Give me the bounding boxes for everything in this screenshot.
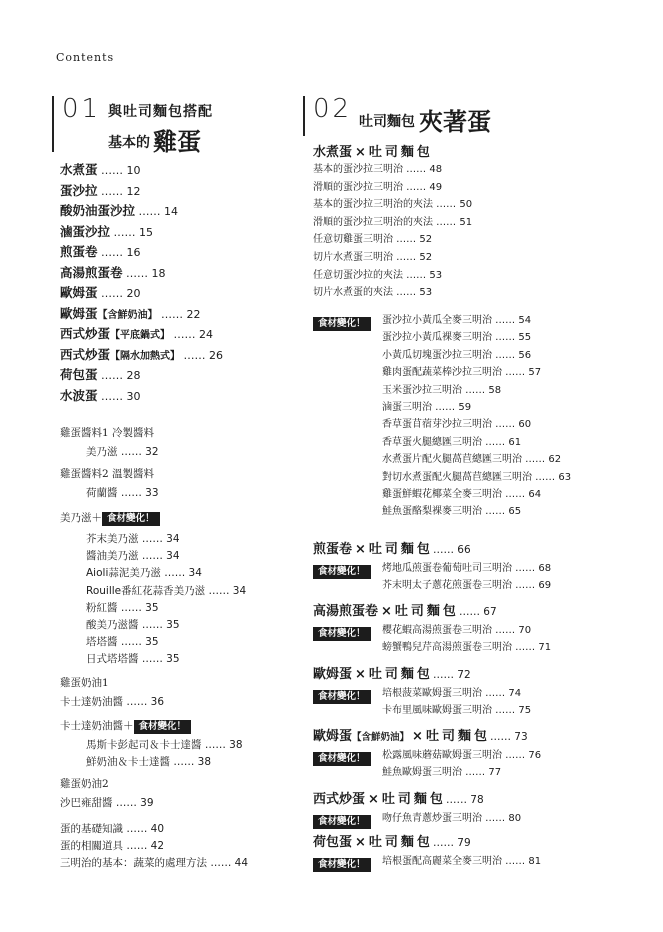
toc-entry[interactable]: 鮭魚蛋酪梨裸麥三明治 …… 65 bbox=[382, 506, 522, 518]
times-sign: × bbox=[355, 145, 366, 160]
toc-entry[interactable]: 對切水煮蛋配火腿萵苣總匯三明治 …… 63 bbox=[382, 471, 572, 483]
toc-entry[interactable]: 吻仔魚青蔥炒蛋三明治 …… 80 bbox=[382, 813, 522, 824]
toc-entry[interactable] bbox=[60, 365, 141, 383]
entry-label: 荷包蛋 bbox=[60, 367, 98, 382]
toc-entry[interactable]: 酸美乃滋醬 …… 35 bbox=[86, 619, 180, 631]
entry-dots: …… bbox=[126, 266, 149, 280]
toc-entry[interactable]: 基本的蛋沙拉三明治的夾法 …… 50 bbox=[313, 199, 473, 211]
entry-note: 【含鮮奶油】 bbox=[97, 309, 158, 321]
section-name: 荷包蛋 bbox=[313, 835, 353, 850]
section-page bbox=[433, 544, 471, 556]
section-head bbox=[313, 538, 471, 557]
section-name: 歐姆蛋 bbox=[313, 729, 353, 744]
section-bread: 吐司麵包 bbox=[425, 729, 490, 744]
toc-entry[interactable]: 雞肉蛋配蔬菜棒沙拉三明治 …… 57 bbox=[382, 367, 542, 379]
entry-label: 西式炒蛋 bbox=[60, 346, 111, 362]
toc-entry[interactable]: 櫻花蝦高湯煎蛋卷三明治 …… 70 bbox=[382, 625, 532, 636]
entry-dots: …… bbox=[101, 369, 124, 382]
entry-dots: …… bbox=[489, 731, 511, 743]
toc-entry[interactable]: 滷蛋三明治 …… 59 bbox=[382, 402, 472, 413]
section-page bbox=[433, 669, 471, 681]
entry-label: 水煮蛋 bbox=[60, 162, 98, 177]
toc-entry[interactable] bbox=[60, 263, 166, 281]
page-header: Contents bbox=[56, 51, 115, 64]
mayo-variation-head bbox=[60, 510, 160, 526]
toc-entry[interactable]: 荷蘭醬 …… 33 bbox=[86, 487, 159, 499]
section-bread: 吐司麵包 bbox=[368, 542, 433, 557]
toc-entry[interactable]: 任意切雞蛋三明治 …… 52 bbox=[313, 234, 433, 246]
toc-entry[interactable]: 沙巴雍甜醬 …… 39 bbox=[60, 797, 154, 809]
toc-entry[interactable]: 粉紅醬 …… 35 bbox=[86, 601, 159, 614]
entry-dots: …… bbox=[445, 794, 467, 806]
cream1-title: 雞蛋奶油1 bbox=[60, 677, 109, 689]
toc-entry[interactable]: 烤地瓜煎蛋卷葡萄吐司三明治 …… 68 bbox=[382, 563, 552, 574]
entry-dots: …… bbox=[458, 606, 480, 618]
toc-entry[interactable] bbox=[60, 324, 213, 342]
entry-dots: …… bbox=[432, 544, 454, 556]
variation-badge-box bbox=[313, 684, 371, 704]
entry-page-number: 26 bbox=[209, 348, 224, 362]
entry-label: 滷蛋沙拉 bbox=[60, 223, 111, 239]
variation-badge-box bbox=[313, 559, 371, 579]
toc-entry[interactable]: 培根菠菜歐姆蛋三明治 …… 74 bbox=[382, 688, 522, 699]
toc-entry[interactable]: 日式塔塔醬 …… 35 bbox=[86, 653, 180, 666]
chapter-divider-line bbox=[52, 96, 54, 152]
entry-page bbox=[123, 267, 166, 280]
entry-page bbox=[135, 205, 178, 218]
entry-page-number: 20 bbox=[126, 287, 141, 300]
section-page-number: 72 bbox=[457, 669, 471, 681]
variation-badge-box bbox=[313, 311, 371, 331]
entry-label: 高湯煎蛋卷 bbox=[60, 264, 123, 280]
toc-entry[interactable]: 卡布里風味歐姆蛋三明治 …… 75 bbox=[382, 705, 532, 716]
toc-entry[interactable] bbox=[60, 386, 141, 404]
entry-page-number: 10 bbox=[126, 164, 141, 177]
times-sign: × bbox=[381, 604, 392, 619]
variation-badge: 食材變化！ bbox=[313, 690, 371, 704]
entry-page-number: 18 bbox=[151, 266, 166, 280]
section-name: 水煮蛋 bbox=[313, 145, 353, 160]
toc-entry[interactable]: 三明治的基本：蔬菜的處理方法 …… 44 bbox=[60, 857, 249, 869]
toc-entry[interactable]: 水煮蛋片配火腿萵苣總匯三明治 …… 62 bbox=[382, 454, 562, 466]
toc-entry[interactable]: 蛋的相關道具 …… 42 bbox=[60, 840, 165, 852]
variation-badge: 食材變化！ bbox=[102, 512, 160, 526]
section-head bbox=[313, 663, 471, 682]
entry-dots: …… bbox=[173, 328, 196, 341]
entry-dots: …… bbox=[432, 837, 454, 849]
entry-dots: …… bbox=[101, 246, 124, 259]
chapter-title bbox=[359, 102, 491, 137]
toc-entry[interactable] bbox=[60, 345, 223, 363]
toc-entry[interactable]: 切片水煮蛋三明治 …… 52 bbox=[313, 252, 433, 263]
variation-badge: 食材變化！ bbox=[313, 565, 371, 579]
entry-label: 歐姆蛋 bbox=[60, 305, 98, 321]
section-bread: 吐司麵包 bbox=[368, 835, 433, 850]
entry-page bbox=[180, 349, 223, 362]
times-sign: × bbox=[355, 667, 366, 682]
section-head bbox=[313, 831, 471, 850]
section-name: 高湯煎蛋卷 bbox=[313, 604, 379, 619]
entry-dots: …… bbox=[113, 225, 136, 239]
variation-badge-box bbox=[313, 621, 371, 641]
section-head-boiled bbox=[313, 141, 433, 160]
toc-entry[interactable]: 蛋沙拉小黃瓜全麥三明治 …… 54 bbox=[382, 315, 532, 326]
times-sign: × bbox=[355, 542, 366, 557]
variation-badge-box bbox=[313, 809, 371, 829]
toc-entry[interactable]: 鮭魚歐姆蛋三明治 …… 77 bbox=[382, 767, 502, 778]
times-sign: × bbox=[368, 792, 379, 807]
toc-entry[interactable] bbox=[60, 304, 201, 322]
chapter-title-prefix: 吐司麵包 bbox=[359, 114, 415, 130]
toc-entry[interactable]: 香草蛋苜蓿芽沙拉三明治 …… 60 bbox=[382, 419, 532, 431]
entry-page bbox=[170, 328, 213, 341]
section-name: 西式炒蛋 bbox=[313, 792, 366, 807]
custard-head-label: 卡士達奶油醬＋ bbox=[60, 720, 134, 732]
toc-entry[interactable] bbox=[60, 201, 178, 219]
toc-entry[interactable]: 塔塔醬 …… 35 bbox=[86, 636, 159, 649]
toc-entry[interactable]: 鮮奶油＆卡士達醬 …… 38 bbox=[86, 756, 212, 768]
toc-entry[interactable]: 滑順的蛋沙拉三明治的夾法 …… 51 bbox=[313, 216, 473, 228]
cream2-title: 雞蛋奶油2 bbox=[60, 778, 109, 790]
chapter-title-line2 bbox=[108, 122, 201, 157]
entry-page-number: 15 bbox=[139, 225, 154, 239]
toc-entry[interactable] bbox=[60, 283, 141, 301]
variation-badge-box bbox=[313, 852, 371, 872]
chapter-title-line1: 與吐司麵包搭配 bbox=[108, 104, 213, 120]
toc-entry[interactable]: 芥末明太子蔥花煎蛋卷三明治 …… 69 bbox=[382, 580, 552, 591]
times-sign: × bbox=[412, 729, 423, 744]
section-page-number: 79 bbox=[457, 837, 471, 849]
toc-entry[interactable]: 小黃瓜切塊蛋沙拉三明治 …… 56 bbox=[382, 349, 532, 361]
toc-entry[interactable]: Rouille番紅花蒜香美乃滋 …… 34 bbox=[86, 584, 247, 597]
toc-entry[interactable]: 醬油美乃滋 …… 34 bbox=[86, 550, 180, 563]
custard-variation-head bbox=[60, 718, 191, 734]
entry-page bbox=[98, 369, 141, 382]
variation-badge: 食材變化！ bbox=[313, 815, 371, 829]
section-head bbox=[313, 600, 497, 619]
chapter-title-big: 雞蛋 bbox=[153, 127, 201, 156]
toc-entry[interactable]: 基本的蛋沙拉三明治 …… 48 bbox=[313, 164, 443, 175]
section-bread: 吐司麵包 bbox=[368, 145, 433, 160]
entry-dots: …… bbox=[101, 184, 124, 198]
entry-dots: …… bbox=[161, 307, 184, 321]
variation-badge: 食材變化！ bbox=[134, 720, 192, 734]
mayo-head-label: 美乃滋＋ bbox=[60, 512, 102, 524]
section-head bbox=[313, 725, 528, 744]
entry-page-number: 12 bbox=[126, 184, 141, 198]
toc-entry[interactable]: 香草蛋火腿總匯三明治 …… 61 bbox=[382, 436, 522, 448]
entry-page bbox=[110, 226, 153, 239]
entry-dots: …… bbox=[432, 669, 454, 681]
chapter-number: 01 bbox=[62, 94, 102, 124]
entry-label: 歐姆蛋 bbox=[60, 285, 98, 300]
variation-badge: 食材變化！ bbox=[313, 858, 371, 872]
toc-entry[interactable]: 雞蛋鮮蝦花椰菜全麥三明治 …… 64 bbox=[382, 489, 542, 500]
entry-page bbox=[98, 164, 141, 177]
entry-label: 蛋沙拉 bbox=[60, 182, 98, 198]
variation-badge-box bbox=[313, 746, 371, 766]
entry-page-number: 24 bbox=[199, 328, 214, 341]
variation-badge: 食材變化！ bbox=[313, 752, 371, 766]
entry-page-number: 22 bbox=[186, 307, 201, 321]
entry-page-number: 30 bbox=[126, 389, 141, 403]
toc-entry[interactable]: 滑順的蛋沙拉三明治 …… 49 bbox=[313, 181, 443, 193]
toc-entry[interactable]: 蛋的基礎知識 …… 40 bbox=[60, 823, 165, 835]
entry-page-number: 14 bbox=[164, 205, 179, 218]
entry-dots: …… bbox=[138, 205, 161, 218]
section-name: 歐姆蛋 bbox=[313, 667, 353, 682]
toc-entry[interactable]: 切片水煮蛋的夾法 …… 53 bbox=[313, 287, 433, 299]
toc-entry[interactable] bbox=[60, 242, 141, 260]
chapter-title-prefix: 基本的 bbox=[108, 135, 150, 151]
section-page bbox=[490, 731, 528, 743]
entry-page bbox=[98, 185, 141, 198]
entry-label: 西式炒蛋 bbox=[60, 326, 111, 341]
entry-dots: …… bbox=[101, 287, 124, 300]
toc-entry[interactable]: Aioli蒜泥美乃滋 …… 34 bbox=[86, 567, 202, 580]
entry-page-number: 28 bbox=[126, 369, 141, 382]
entry-note: 【隔水加熱式】 bbox=[110, 350, 181, 362]
toc-entry[interactable]: 卡士達奶油醬 …… 36 bbox=[60, 696, 165, 708]
toc-entry[interactable]: 馬斯卡彭起司＆卡士達醬 …… 38 bbox=[86, 739, 243, 751]
section-page bbox=[446, 794, 484, 806]
toc-entry[interactable]: 螃蟹鴨兒芹高湯煎蛋卷三明治 …… 71 bbox=[382, 642, 552, 653]
variation-badge: 食材變化！ bbox=[313, 317, 371, 331]
chapter-divider-line bbox=[303, 96, 305, 136]
section-note: 【含鮮奶油】 bbox=[352, 732, 410, 743]
toc-entry[interactable] bbox=[60, 222, 153, 240]
section-bread: 吐司麵包 bbox=[381, 792, 446, 807]
chapter-title-big: 夾著蛋 bbox=[419, 107, 491, 136]
toc-entry[interactable] bbox=[60, 181, 141, 199]
section-bread: 吐司麵包 bbox=[368, 667, 433, 682]
section-page bbox=[433, 837, 471, 849]
entry-page-number: 16 bbox=[126, 246, 141, 259]
entry-note: 【平底鍋式】 bbox=[110, 330, 171, 341]
entry-dots: …… bbox=[101, 389, 124, 403]
toc-entry[interactable]: 美乃滋 …… 32 bbox=[86, 446, 159, 458]
entry-page bbox=[98, 287, 141, 300]
section-page bbox=[459, 606, 497, 618]
times-sign: × bbox=[355, 835, 366, 850]
toc-entry[interactable]: 任意切蛋沙拉的夾法 …… 53 bbox=[313, 269, 443, 281]
entry-label: 水波蛋 bbox=[60, 387, 98, 403]
entry-page bbox=[158, 308, 201, 321]
entry-dots: …… bbox=[101, 164, 124, 177]
entry-dots: …… bbox=[183, 348, 206, 362]
section-head bbox=[313, 788, 484, 807]
chapter-number: 02 bbox=[313, 94, 353, 124]
entry-page bbox=[98, 246, 141, 259]
toc-entry[interactable] bbox=[60, 160, 141, 178]
section-page-number: 67 bbox=[483, 606, 497, 618]
variation-badge: 食材變化！ bbox=[313, 627, 371, 641]
section-page-number: 66 bbox=[457, 544, 471, 556]
sauce2-title: 雞蛋醬料2 溫製醬料 bbox=[60, 468, 155, 480]
toc-entry[interactable]: 松露風味蘑菇歐姆蛋三明治 …… 76 bbox=[382, 750, 542, 761]
toc-entry[interactable]: 玉米蛋沙拉三明治 …… 58 bbox=[382, 384, 502, 396]
section-page-number: 78 bbox=[470, 794, 484, 806]
section-page-number: 73 bbox=[514, 731, 528, 743]
toc-entry[interactable]: 培根蛋配高麗菜全麥三明治 …… 81 bbox=[382, 856, 542, 867]
entry-label: 煎蛋卷 bbox=[60, 244, 98, 259]
toc-entry[interactable]: 蛋沙拉小黃瓜裸麥三明治 …… 55 bbox=[382, 332, 532, 344]
entry-page bbox=[98, 390, 141, 403]
section-name: 煎蛋卷 bbox=[313, 542, 353, 557]
entry-label: 酸奶油蛋沙拉 bbox=[60, 203, 136, 218]
sauce1-title: 雞蛋醬料1 冷製醬料 bbox=[60, 427, 155, 439]
section-bread: 吐司麵包 bbox=[394, 604, 459, 619]
toc-entry[interactable]: 芥末美乃滋 …… 34 bbox=[86, 533, 180, 545]
